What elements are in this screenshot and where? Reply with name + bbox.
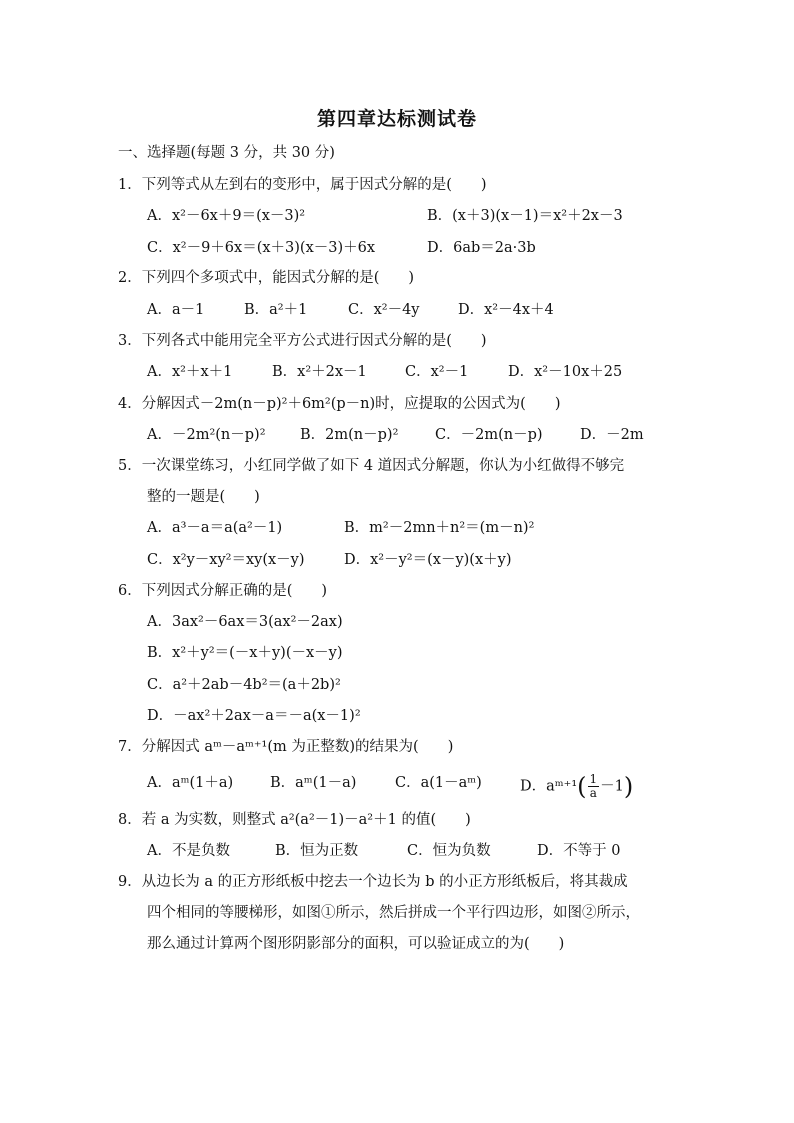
fraction-denominator: a [589, 786, 597, 800]
question-2-option-a: A．a－1 [147, 302, 205, 318]
question-5-option-a: A．a³－a＝a(a²－1) [147, 520, 283, 536]
page-title: 第四章达标测试卷 [316, 108, 477, 130]
question-6-option-c: C．a²＋2ab－4b²＝(a＋2b)² [147, 677, 341, 693]
question-7-option-c: C．a(1－aᵐ) [395, 775, 482, 791]
question-7-option-d-suffix: －1 [600, 778, 624, 795]
question-3-option-b: B．x²＋2x－1 [272, 364, 367, 380]
question-8-option-c: C．恒为负数 [407, 843, 491, 859]
question-4-stem: 4．分解因式－2m(n－p)²＋6m²(p－n)时，应提取的公因式为( ) [118, 396, 561, 412]
question-9-line-2: 四个相同的等腰梯形，如图①所示，然后拼成一个平行四边形，如图②所示， [147, 905, 640, 921]
question-1-option-b: B．(x＋3)(x－1)＝x²＋2x－3 [427, 208, 623, 224]
question-2-stem: 2．下列四个多项式中，能因式分解的是( ) [118, 270, 415, 286]
question-6-option-a: A．3ax²－6ax＝3(ax²－2ax) [147, 614, 343, 630]
question-7-stem: 7．分解因式 aᵐ－aᵐ⁺¹(m 为正整数)的结果为( ) [118, 739, 454, 755]
question-4-option-b: B．2m(n－p)² [300, 427, 399, 443]
question-5-option-c: C．x²y－xy²＝xy(x－y) [147, 552, 305, 568]
question-7-option-d [520, 773, 633, 800]
section-heading: 一、选择题(每题 3 分，共 30 分) [118, 145, 335, 161]
question-1-option-a: A．x²－6x＋9＝(x－3)² [147, 208, 306, 224]
left-paren: ( [577, 772, 587, 801]
question-7-option-d-prefix: D．aᵐ⁺¹ [520, 778, 578, 795]
question-8-option-a: A．不是负数 [147, 843, 230, 859]
question-2-option-c: C．x²－4y [348, 302, 420, 318]
right-paren: ) [623, 772, 634, 801]
question-3-option-a: A．x²＋x＋1 [147, 364, 233, 380]
question-3-stem: 3．下列各式中能用完全平方公式进行因式分解的是( ) [118, 333, 487, 349]
question-5-option-b: B．m²－2mn＋n²＝(m－n)² [344, 520, 535, 536]
question-9-line-3: 那么通过计算两个图形阴影部分的面积，可以验证成立的为( ) [147, 936, 565, 952]
question-5-stem-line-2: 整的一题是( ) [147, 489, 260, 505]
question-1-stem: 1．下列等式从左到右的变形中，属于因式分解的是( ) [118, 177, 487, 193]
question-4-option-d: D．－2m [580, 427, 644, 443]
question-4-option-c: C．－2m(n－p) [435, 427, 543, 443]
question-7-option-a: A．aᵐ(1＋a) [147, 775, 234, 791]
fraction [588, 773, 600, 800]
question-6-option-b: B．x²＋y²＝(－x＋y)(－x－y) [147, 645, 343, 661]
question-2-option-d: D．x²－4x＋4 [458, 302, 554, 318]
question-3-option-d: D．x²－10x＋25 [508, 364, 623, 380]
question-5-stem-line-1: 5．一次课堂练习，小红同学做了如下 4 道因式分解题，你认为小红做得不够完 [118, 458, 625, 474]
question-3-option-c: C．x²－1 [405, 364, 469, 380]
question-4-option-a: A．－2m²(n－p)² [147, 427, 266, 443]
question-1-option-c: C．x²－9＋6x＝(x＋3)(x－3)＋6x [147, 240, 376, 256]
question-8-stem: 8．若 a 为实数，则整式 a²(a²－1)－a²＋1 的值( ) [118, 812, 471, 828]
question-9-line-1: 9．从边长为 a 的正方形纸板中挖去一个边长为 b 的小正方形纸板后，将其裁成 [118, 874, 628, 890]
question-5-option-d: D．x²－y²＝(x－y)(x＋y) [344, 552, 512, 568]
question-8-option-b: B．恒为正数 [275, 843, 359, 859]
question-1-option-d: D．6ab＝2a·3b [427, 240, 536, 256]
question-8-option-d: D．不等于 0 [537, 843, 621, 859]
fraction-numerator: 1 [589, 772, 598, 786]
question-7-option-b: B．aᵐ(1－a) [270, 775, 357, 791]
question-6-option-d: D．－ax²＋2ax－a＝－a(x－1)² [147, 708, 361, 724]
question-2-option-b: B．a²＋1 [244, 302, 308, 318]
question-6-stem: 6．下列因式分解正确的是( ) [118, 583, 328, 599]
